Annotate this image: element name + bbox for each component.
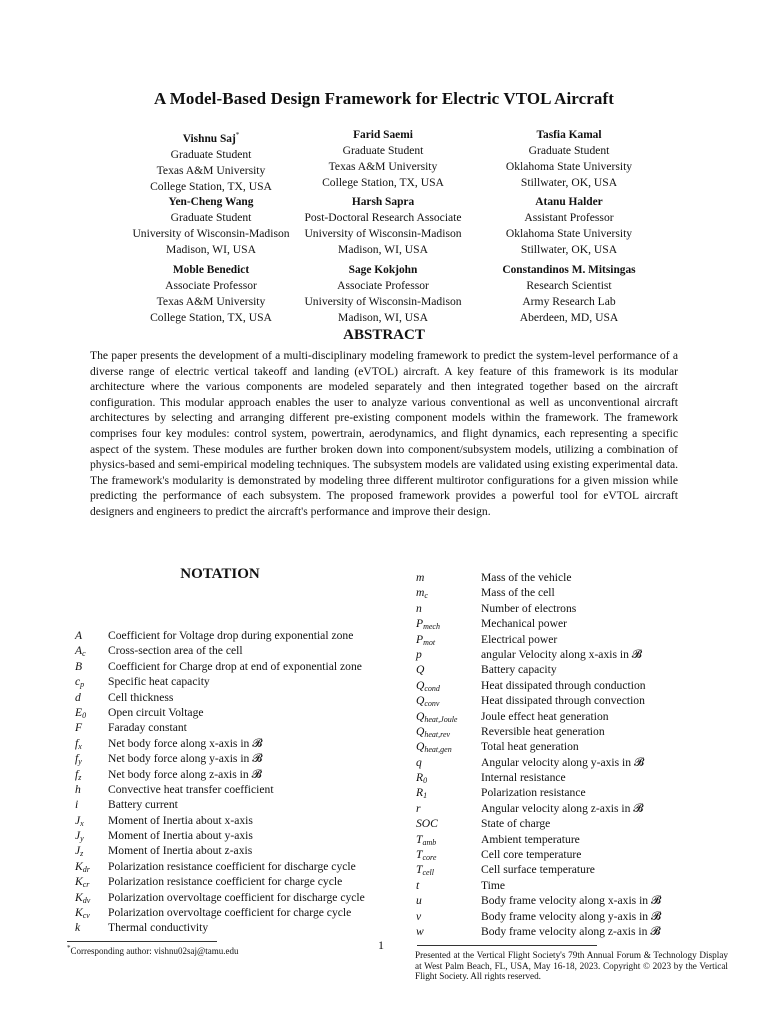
notation-row [75,813,395,828]
notation-symbol: $R_0$ [416,771,428,786]
author-name: Moble Benedict [172,264,250,276]
paper-title: A Model-Based Design Framework for Electric VTOL Aircraft [153,89,615,108]
notation-subscript: x [78,741,82,751]
notation-subscript: conv [424,699,440,709]
notation-subscript: heat,Joule [424,714,458,724]
notation-row [416,801,736,816]
notation-symbol: h [75,782,81,796]
notation-row [416,616,736,631]
footnote-mark: * [67,944,71,952]
notation-row [416,862,736,877]
author-location: Stillwater, OK, USA [520,176,618,189]
author-role: Associate Professor [165,279,257,292]
notation-subscript: y [80,834,84,844]
notation-definition: Battery current [108,798,178,812]
footnote-text: Corresponding author: vishnu02saj@tamu.edu [70,946,239,956]
notation-definition: Body frame velocity along z-axis in 𝓑 [481,924,661,938]
author-name: Constandinos M. Mitsingas [502,264,636,276]
author-mark: * [235,131,240,139]
notation-row [416,662,736,677]
notation-symbol: $Q_{heat,Joule}$ [416,709,458,724]
footnote-divider [67,941,217,942]
notation-definition: Cell thickness [108,690,174,704]
notation-definition: Net body force along z-axis in 𝓑 [108,767,262,781]
notation-row [416,709,736,724]
notation-definition: Body frame velocity along y-axis in 𝓑 [481,909,662,923]
notation-symbol: $K_{cr}$ [75,875,90,890]
notation-subscript: cond [424,683,440,693]
notation-definition: Faraday constant [108,721,187,735]
author-role: Post-Doctoral Research Associate [304,211,462,224]
notation-definition: Cross-section area of the cell [108,644,243,658]
notation-definition: Coefficient for Charge drop at end of exponential zone [108,659,362,673]
notation-row [75,720,395,735]
author-affiliation: Oklahoma State University [505,227,633,240]
notation-symbol: q [416,755,422,769]
author-location: Aberdeen, MD, USA [519,311,619,324]
notation-symbol: k [75,921,81,935]
author-block [454,262,684,326]
notation-symbol: $K_{dr}$ [75,859,90,874]
notation-subscript: mot [423,637,436,647]
notation-heading: NOTATION [180,566,260,582]
notation-subscript: heat,rev [424,729,451,739]
author-affiliation: Army Research Lab [522,295,616,308]
notation-subscript: cv [82,911,90,921]
notation-definition: Mass of the vehicle [481,571,572,584]
notation-row [416,924,736,939]
notation-definition: Moment of Inertia about y-axis [108,829,253,843]
notation-row [416,770,736,785]
author-location: College Station, TX, USA [150,311,272,324]
abstract-heading: ABSTRACT [343,327,425,343]
author-name: Tasfia Kamal [536,129,602,141]
notation-definition: Polarization resistance coefficient for charge cycle [108,875,343,889]
notation-definition: Polarization overvoltage coefficient for charge cycle [108,906,352,920]
notation-row [75,705,395,720]
notation-row [75,628,395,643]
author-name: Yen-Cheng Wang [168,196,254,208]
notation-row [416,601,736,616]
notation-symbol: $A_c$ [75,644,86,659]
notation-symbol: t [416,878,420,892]
notation-definition: Reversible heat generation [481,724,605,738]
notation-row [75,859,395,874]
notation-definition: Cell surface temperature [481,863,595,877]
notation-symbol: $J_y$ [75,829,84,844]
notation-symbol: $f_y$ [75,752,82,767]
notation-symbol: F [75,721,83,735]
author-location: College Station, TX, USA [322,176,444,189]
author-location: Madison, WI, USA [166,243,256,256]
notation-row [75,797,395,812]
notation-definition: Heat dissipated through convection [481,694,645,708]
notation-symbol: A [75,629,83,642]
notation-definition: State of charge [481,817,551,831]
notation-definition: Open circuit Voltage [108,705,204,719]
notation-subscript: heat,gen [424,745,452,755]
notation-definition: Thermal conductivity [108,921,209,935]
notation-list-right [416,570,736,939]
notation-definition: Cell core temperature [481,848,582,862]
author-name: Atanu Halder [535,196,603,208]
notation-row [416,678,736,693]
author-role: Graduate Student [528,144,610,157]
notation-symbol: w [416,924,424,938]
footnote [67,944,239,956]
notation-definition: Joule effect heat generation [481,709,609,723]
notation-subscript: dv [82,895,91,905]
notation-definition: Angular velocity along y-axis in 𝓑 [481,755,645,769]
notation-row [416,785,736,800]
notation-row [75,874,395,889]
author-affiliation: Texas A&M University [328,160,438,173]
notation-row [416,832,736,847]
notation-row [416,570,736,585]
notation-row [75,690,395,705]
notation-list-left [75,628,395,936]
notation-row [75,920,395,935]
notation-symbol: $f_z$ [75,767,82,782]
notation-row [75,828,395,843]
author-affiliation: University of Wisconsin-Madison [304,295,462,308]
notation-symbol: $K_{dv}$ [75,890,91,905]
notation-row [75,736,395,751]
notation-definition: Coefficient for Voltage drop during exponential zone [108,629,354,642]
notation-row [416,693,736,708]
notation-symbol: $Q_{heat,rev}$ [416,724,451,739]
notation-symbol: $Q_{cond}$ [416,678,440,693]
author-affiliation: Texas A&M University [156,295,266,308]
presented-note: Presented at the Vertical Flight Society's 79th Annual Forum & Technology Display at West Palm Beach, FL, USA, May 16-18, 2023. Copyright © 2023 by the Vertical Flight Society. All rights reserved. [415,950,728,982]
notation-subscript: cell [422,868,434,878]
notation-row [416,585,736,600]
author-location: College Station, TX, USA [150,179,272,193]
author-location: Stillwater, OK, USA [520,243,618,256]
author-role: Graduate Student [342,144,424,157]
notation-symbol: $f_x$ [75,736,82,751]
author-role: Associate Professor [337,279,429,292]
notation-row [416,739,736,754]
notation-row [416,816,736,831]
notation-definition: Internal resistance [481,771,566,785]
notation-definition: Convective heat transfer coefficient [108,782,274,796]
notation-row [75,674,395,689]
presented-divider [417,945,597,946]
notation-row [75,890,395,905]
author-role: Graduate Student [170,147,252,161]
notation-row [75,782,395,797]
notation-symbol: v [416,909,422,923]
notation-symbol: $K_{cv}$ [75,906,90,921]
notation-symbol: $E_0$ [75,705,87,720]
notation-symbol: $T_{amb}$ [416,832,437,847]
notation-subscript: 0 [423,776,428,786]
author-role: Research Scientist [526,279,612,292]
notation-subscript: amb [422,837,437,847]
author-name: Vishnu Saj* [182,131,240,145]
notation-subscript: p [80,680,85,690]
notation-definition: Moment of Inertia about z-axis [108,844,253,858]
author-block [454,127,684,191]
author-affiliation: Texas A&M University [156,163,266,177]
notation-row [416,632,736,647]
notation-definition: Total heat generation [481,740,579,754]
notation-symbol: $Q_{heat,gen}$ [416,740,452,755]
notation-subscript: 1 [423,791,428,801]
page-number: 1 [378,938,384,952]
notation-subscript: c [82,649,86,659]
notation-row [75,643,395,658]
notation-definition: Mass of the cell [481,586,555,600]
abstract-text: The paper presents the development of a multi-disciplinary modeling framework to predict the system-level performance of a diverse range of electric vertical takeoff and landing (eVTOL) aircraft. A key feature of this framework is its modular architecture where the various components are modeled separately and then integrated together based on the aircraft configuration. This modular approach enables the user to analyze various conventional as well as unconventional aircraft architectures by selecting and arranging different pre-existing component models within the framework. The framework comprises four key modules: control system, powertrain, aerodynamics, and flight dynamics, each representing a specific aspect of the system. These modules are further broken down into component/subsystem models, utilizing a combination of physics-based and semi-empirical modeling techniques. The subsystem models are validated using existing experimental data. The framework's modularity is demonstrated by modeling three different multirotor configurations for a given mission while predicting the performance of each subsystem. The proposed framework provides a powerful tool for eVTOL aircraft designers and engineers to predict the aircraft's performance and improve their design. [90,349,678,518]
notation-symbol: SOC [416,817,438,831]
author-affiliation: University of Wisconsin-Madison [132,227,290,240]
notation-definition: Ambient temperature [481,832,580,846]
notation-definition: Polarization resistance coefficient for discharge cycle [108,859,356,873]
notation-subscript: x [80,818,84,828]
notation-subscript: 0 [82,710,87,720]
notation-row [416,755,736,770]
notation-symbol: u [416,894,422,908]
author-block [454,194,684,258]
notation-row [416,909,736,924]
notation-symbol: $Q_{conv}$ [416,694,440,709]
notation-subscript: y [78,757,82,767]
notation-definition: Heat dissipated through conduction [481,678,646,692]
notation-symbol: Q [416,663,425,677]
notation-row [416,878,736,893]
notation-definition: Angular velocity along z-axis in 𝓑 [481,801,644,815]
notation-row [75,905,395,920]
notation-definition: angular Velocity along x-axis in 𝓑 [481,647,643,661]
notation-definition: Polarization overvoltage coefficient for discharge cycle [108,890,365,904]
notation-symbol: d [75,690,81,704]
notation-subscript: cr [82,880,90,890]
notation-definition: Body frame velocity along x-axis in 𝓑 [481,894,662,908]
author-role: Graduate Student [170,211,252,224]
notation-row [416,724,736,739]
notation-definition: Net body force along y-axis in 𝓑 [108,752,263,766]
notation-subscript: z [78,772,82,782]
notation-subscript: z [80,849,84,859]
notation-symbol: $T_{cell}$ [416,863,434,878]
notation-definition: Battery capacity [481,663,557,677]
author-name: Harsh Sapra [351,196,415,208]
notation-definition: Specific heat capacity [108,675,210,689]
notation-row [416,847,736,862]
notation-symbol: B [75,659,83,673]
author-affiliation: Oklahoma State University [505,160,633,173]
notation-row [75,659,395,674]
notation-row [75,767,395,782]
notation-symbol: r [416,801,421,815]
notation-symbol: n [416,601,422,615]
notation-row [416,893,736,908]
notation-definition: Polarization resistance [481,786,586,800]
notation-symbol: p [416,647,422,661]
notation-symbol: m [416,571,425,584]
author-affiliation: University of Wisconsin-Madison [304,227,462,240]
notation-symbol: $m_c$ [416,586,428,601]
notation-symbol: i [75,798,79,812]
author-location: Madison, WI, USA [338,243,428,256]
notation-symbol: $T_{core}$ [416,848,437,863]
notation-symbol: $J_z$ [75,844,84,859]
notation-definition: Mechanical power [481,617,567,631]
notation-symbol: $c_p$ [75,675,85,690]
notation-definition: Electrical power [481,632,558,646]
notation-subscript: mech [423,622,440,632]
notation-definition: Moment of Inertia about x-axis [108,813,253,827]
author-role: Assistant Professor [524,211,614,224]
notation-subscript: c [424,591,428,601]
notation-symbol: $P_{mot}$ [416,632,436,647]
author-name: Sage Kokjohn [348,264,418,276]
notation-row [416,647,736,662]
notation-subscript: dr [82,864,90,874]
notation-definition: Number of electrons [481,601,577,615]
notation-subscript: core [422,853,437,863]
notation-row [75,751,395,766]
notation-definition: Time [481,878,506,892]
notation-row [75,843,395,858]
author-name: Farid Saemi [353,129,413,141]
notation-symbol: $R_1$ [416,786,428,801]
notation-symbol: $P_{mech}$ [416,617,440,632]
notation-symbol: $J_x$ [75,813,84,828]
author-location: Madison, WI, USA [338,311,428,324]
notation-definition: Net body force along x-axis in 𝓑 [108,736,263,750]
